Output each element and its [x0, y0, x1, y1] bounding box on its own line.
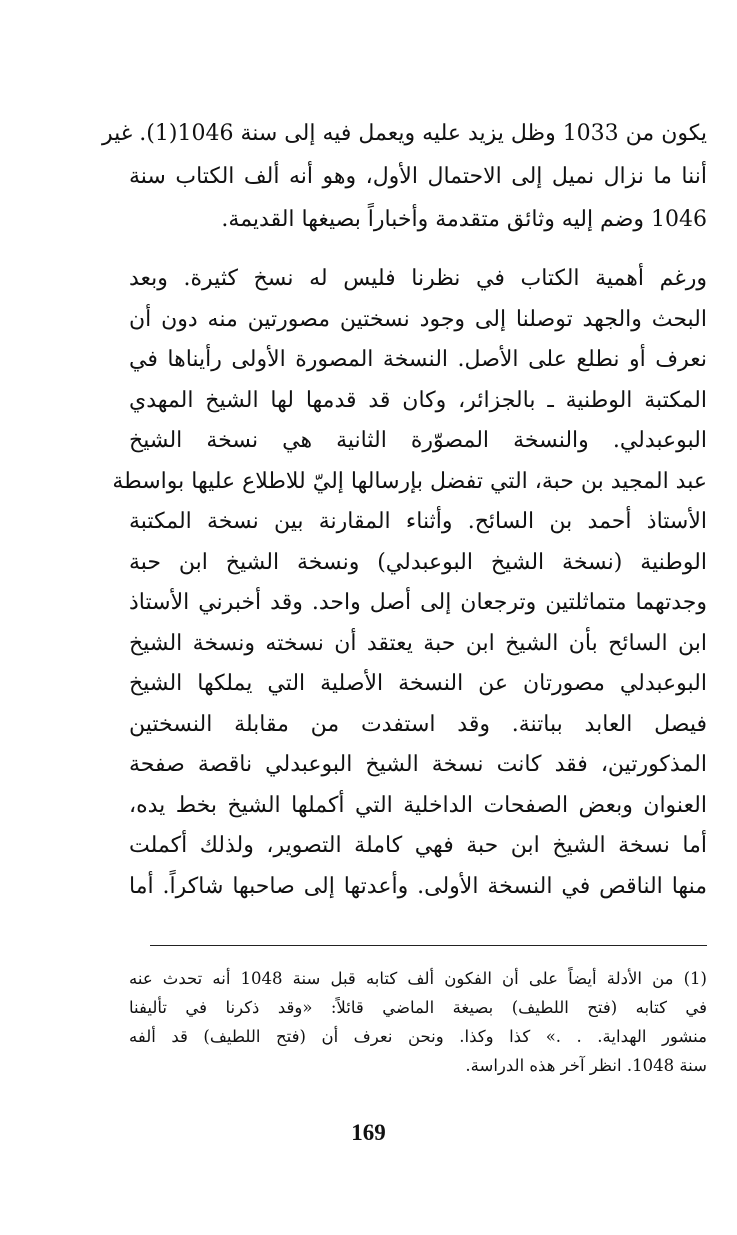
text-line: عبد المجيد بن حبة، التي تفضل بإرسالها إليّ للاطلاع عليها بواسطة [112, 468, 707, 494]
text-line: الوطنية (نسخة الشيخ البوعبدلي) ونسخة الشيخ ابن حبة [129, 549, 707, 575]
text-line: المكتبة الوطنية ـ بالجزائر، وكان قد قدمها لها الشيخ المهدي [129, 387, 707, 413]
text-line: وجدتهما متماثلتين وترجعان إلى أصل واحد. وقد أخبرني الأستاذ [129, 590, 707, 615]
text-line: البوعبدلي. والنسخة المصوّرة الثانية هي نسخة الشيخ [129, 428, 707, 453]
text-line: العنوان وبعض الصفحات الداخلية التي أكملها الشيخ بخط يده، [129, 792, 707, 818]
text-line: فيصل العابد بباتنة. وقد استفدت من مقابلة النسختين [129, 711, 707, 737]
text-line: ابن السائح بأن الشيخ ابن حبة يعتقد أن نسخته ونسخة الشيخ [129, 630, 707, 656]
footnote-line: في كتابه (فتح اللطيف) بصيغة الماضي قائلاً: «وقد ذكرنا في تأليفنا [129, 998, 707, 1017]
text-line: نعرف أو نطلع على الأصل. النسخة المصورة الأولى رأيناها في [129, 347, 707, 372]
text-line: البحث والجهد توصلنا إلى وجود نسختين مصورتين منه دون أن [129, 306, 707, 332]
text-line: 1046 وضم إليه وثائق متقدمة وأخباراً بصيغها القديمة. [221, 207, 707, 232]
footnote-line: سنة 1048. انظر آخر هذه الدراسة. [465, 1056, 707, 1075]
footnote-line: (1) من الأدلة أيضاً على أن الفكون ألف كتابه قبل سنة 1048 أنه تحدث عنه [129, 969, 707, 988]
paragraph-2 [112, 259, 707, 907]
text-line: المذكورتين، فقد كانت نسخة الشيخ البوعبدلي ناقصة صفحة [129, 752, 707, 777]
text-line: ورغم أهمية الكتاب في نظرنا فليس له نسخ كثيرة. وبعد [129, 266, 707, 291]
footnote-line: منشور الهداية. . .» كذا وكذا. ونحن نعرف أن (فتح اللطيف) قد ألفه [129, 1027, 707, 1046]
footnote [129, 964, 707, 1080]
text-line: الأستاذ أحمد بن السائح. وأثناء المقارنة بين نسخة المكتبة [129, 509, 707, 534]
page-number: 169 [351, 1120, 386, 1145]
text-line: منها الناقص في النسخة الأولى. وأعدتها إلى صاحبها شاكراً. أما [129, 873, 707, 899]
text-line: أما نسخة الشيخ ابن حبة فهي كاملة التصوير، ولذلك أكملت [129, 833, 707, 858]
paragraph-1 [102, 112, 707, 241]
footnote-divider [150, 945, 707, 946]
text-line: البوعبدلي مصورتان عن النسخة الأصلية التي يملكها الشيخ [129, 671, 707, 696]
text-line: أننا ما نزال نميل إلى الاحتمال الأول، وهو أنه ألف الكتاب سنة [129, 164, 707, 189]
text-line: يكون من 1033 وظل يزيد عليه ويعمل فيه إلى سنة 1046(1). غير [102, 121, 707, 146]
